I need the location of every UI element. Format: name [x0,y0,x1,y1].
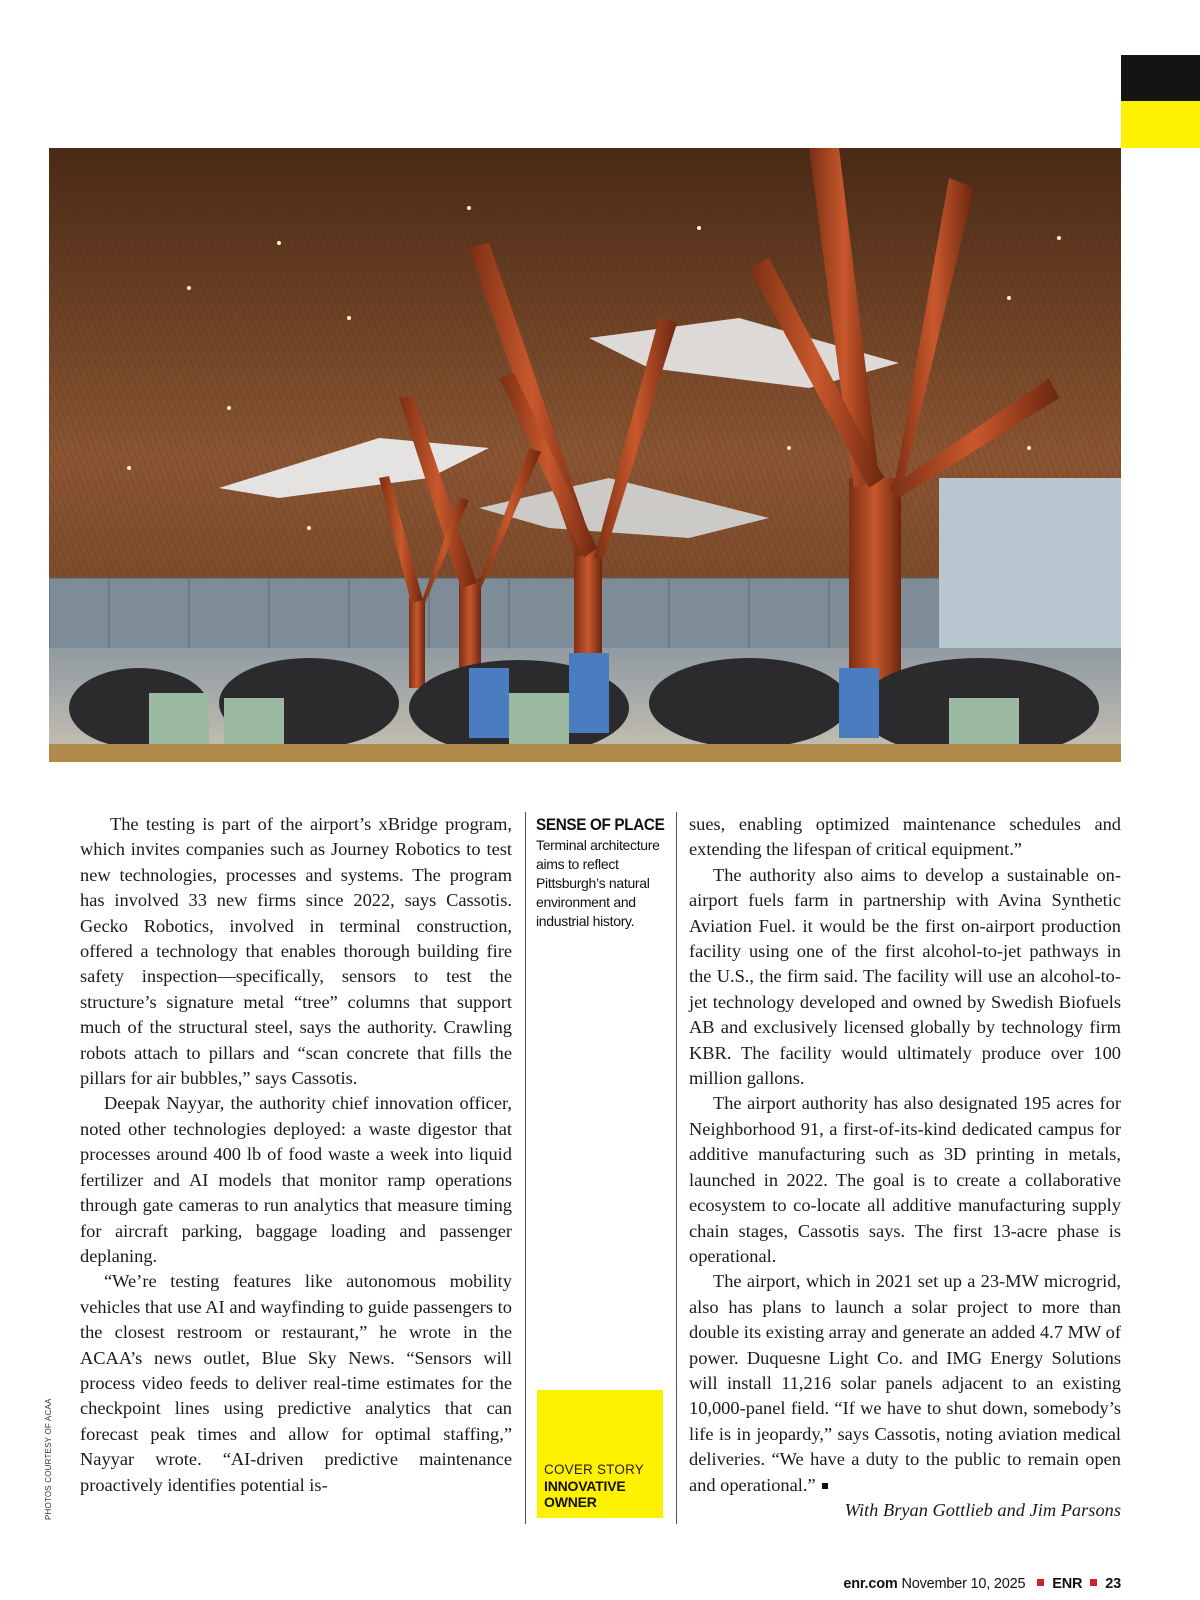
paragraph: The airport authority has also designated 195 acres for Neighborhood 91, a first-of-its-kind dedicated campus for additive manufacturing such as 3D printing in metals, launched in 2022. The goal is to create a collaborative ecosystem to co-locate all additive manufacturing supply chain stages, Cassotis says. The first 13-acre phase is operational. [689,1093,1121,1266]
paragraph: The authority also aims to develop a sustainable on-airport fuels farm in partnership with Avina Synthetic Aviation Fuel. it would be the first on-airport production facility using one of the first alcohol-to-jet pathways in the U.S., the firm said. The facility will use an alcohol-to-jet technology developed and owned by Swedish Biofuels AB and exclusively licensed globally by technology firm KBR. The facility would ultimately produce over 100 million gallons. [689,864,1121,1089]
column-rule [525,812,526,1524]
folio-site: enr.com [843,1576,898,1592]
paragraph: Deepak Nayyar, the authority chief innovation officer, noted other technologies deployed: a waste digestor that processes around 400 lb of food waste a week into liquid fertilizer and AI models that monitor ramp operations through gate cameras to run analytics that measure timing for aircraft parking, baggage loading and passenger deplaning. [80,1093,512,1266]
article-column-left [80,812,512,1498]
photo-credit: PHOTOS COURTESY OF ACAA [44,1398,53,1520]
caption-title: SENSE OF PLACE [536,815,665,834]
column-rule [676,812,677,1524]
caption-body: Terminal architecture aims to reflect Pittsburgh’s natural environment and industrial history. [536,837,660,929]
byline: With Bryan Gottlieb and Jim Parsons [844,1499,1121,1520]
folio-date: November 10, 2025 [901,1576,1026,1592]
square-icon [1037,1579,1044,1586]
article-column-right [689,812,1121,1523]
square-icon [1090,1579,1097,1586]
end-mark-icon [822,1483,828,1489]
cover-story-line: INNOVATIVE [544,1478,626,1494]
photo-caption [536,815,671,931]
page-number: 23 [1105,1576,1121,1592]
section-tab-yellow [1121,101,1200,148]
cover-story-tag [537,1390,663,1518]
paragraph: “We’re testing features like autonomous mobility vehicles that use AI and wayfinding to guide passengers to the closest restroom or restaurant,” he wrote in the ACAA’s news outlet, Blue Sky News. “Sensors will process video feeds to deliver real-time estimates for the checkpoint lines using predictive analytics that can forecast peak times and allow for optimal staffing,” Nayyar wrote. “AI-driven predictive maintenance proactively identifies potential is- [80,1271,512,1495]
folio-brand: ENR [1052,1576,1083,1592]
paragraph: The testing is part of the airport’s xBridge program, which invites companies such as Journey Robotics to test new technologies, processes and systems. The program has involved 33 new firms since 2022, says Cassotis. Gecko Robotics, involved in terminal construction, offered a technology that enables thorough building fire safety inspection—specifically, sensors to test the structure’s signature metal “tree” columns that support much of the structural steel, says the authority. Crawling robots attach to pillars and “scan concrete that fills the pillars for air bubbles,” says Cassotis. [80,814,512,1089]
terminal-photo [49,148,1121,762]
section-tab-black [1121,55,1200,101]
paragraph: The airport, which in 2021 set up a 23-MW microgrid, also has plans to launch a solar project to more than double its existing array and generate an added 4.7 MW of power. Duquesne Light Co. and IMG Energy Solutions will install 11,216 solar panels adjacent to an existing 10,000-panel field. “If we have to shut down, somebody’s life is in jeopardy,” says Cassotis, noting aviation medical deliveries. “We have a duty to the public to remain open and operational.” [689,1271,1121,1495]
cover-story-label: COVER STORY [544,1462,644,1477]
page-folio [843,1576,1121,1592]
cover-story-line: OWNER [544,1494,597,1510]
paragraph: sues, enabling optimized maintenance schedules and extending the lifespan of critical equipment.” [689,814,1121,860]
paragraph-last [689,1269,1121,1498]
